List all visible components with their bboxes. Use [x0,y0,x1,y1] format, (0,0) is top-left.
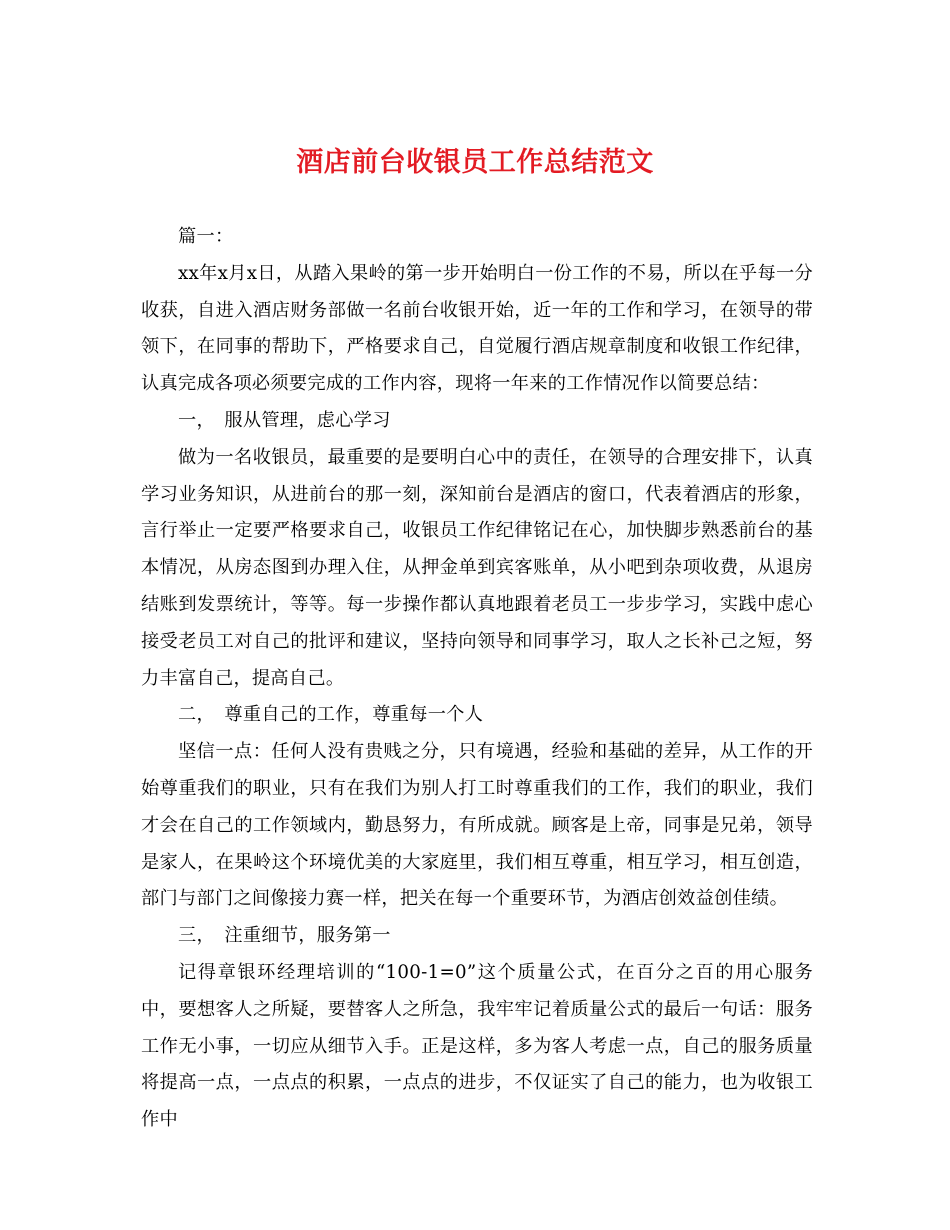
heading-three: 三， 注重细节，服务第一 [178,925,391,947]
heading-two: 二， 尊重自己的工作，尊重每一个人 [178,704,484,726]
section-three-paragraph: 记得章银环经理培训的“100-1=0”这个质量公式，在百分之百的用心服务中，要想客人之所疑，要替客人之所急，我牢牢记着质量公式的最后一句话：服务工作无小事，一切应从细节入手。正是这样，多为客人考虑一点，自己的服务质量将提高一点，一点点的积累，一点点的进步，不仅证实了自己的能力，也为收银工作中 [141,961,813,1131]
document-title: 酒店前台收银员工作总结范文 [296,147,654,178]
intro-paragraph: xx年x月x日，从踏入果岭的第一步开始明白一份工作的不易，所以在乎每一分收获，自进入酒店财务部做一名前台收银开始，近一年的工作和学习，在领导的带领下，在同事的帮助下，严格要求自己，自觉履行酒店规章制度和收银工作纪律，认真完成各项必须要完成的工作内容，现将一年来的工作情况作以简要总结： [141,262,813,395]
section-label-part-one: 篇一： [178,226,234,247]
section-two-paragraph: 坚信一点：任何人没有贵贱之分，只有境遇，经验和基础的差异，从工作的开始尊重我们的职业，只有在我们为别人打工时尊重我们的工作，我们的职业，我们才会在自己的工作领域内，勤恳努力，有所成就。顾客是上帝，同事是兄弟，领导是家人，在果岭这个环境优美的大家庭里，我们相互尊重，相互学习，相互创造，部门与部门之间像接力赛一样，把关在每一个重要环节，为酒店创效益创佳绩。 [141,741,813,910]
document-body [141,219,813,1139]
heading-one: 一， 服从管理，虑心学习 [178,409,391,431]
section-one-paragraph: 做为一名收银员，最重要的是要明白心中的责任，在领导的合理安排下，认真学习业务知识，从进前台的那一刻，深知前台是酒店的窗口，代表着酒店的形象，言行举止一定要严格要求自己，收银员工作纪律铭记在心，加快脚步熟悉前台的基本情况，从房态图到办理入住，从押金单到宾客账单，从小吧到杂项收费，从退房结账到发票统计，等等。每一步操作都认真地跟着老员工一步步学习，实践中虑心接受老员工对自己的批评和建议，坚持向领导和同事学习，取人之长补己之短，努力丰富自己，提高自己。 [141,446,813,689]
